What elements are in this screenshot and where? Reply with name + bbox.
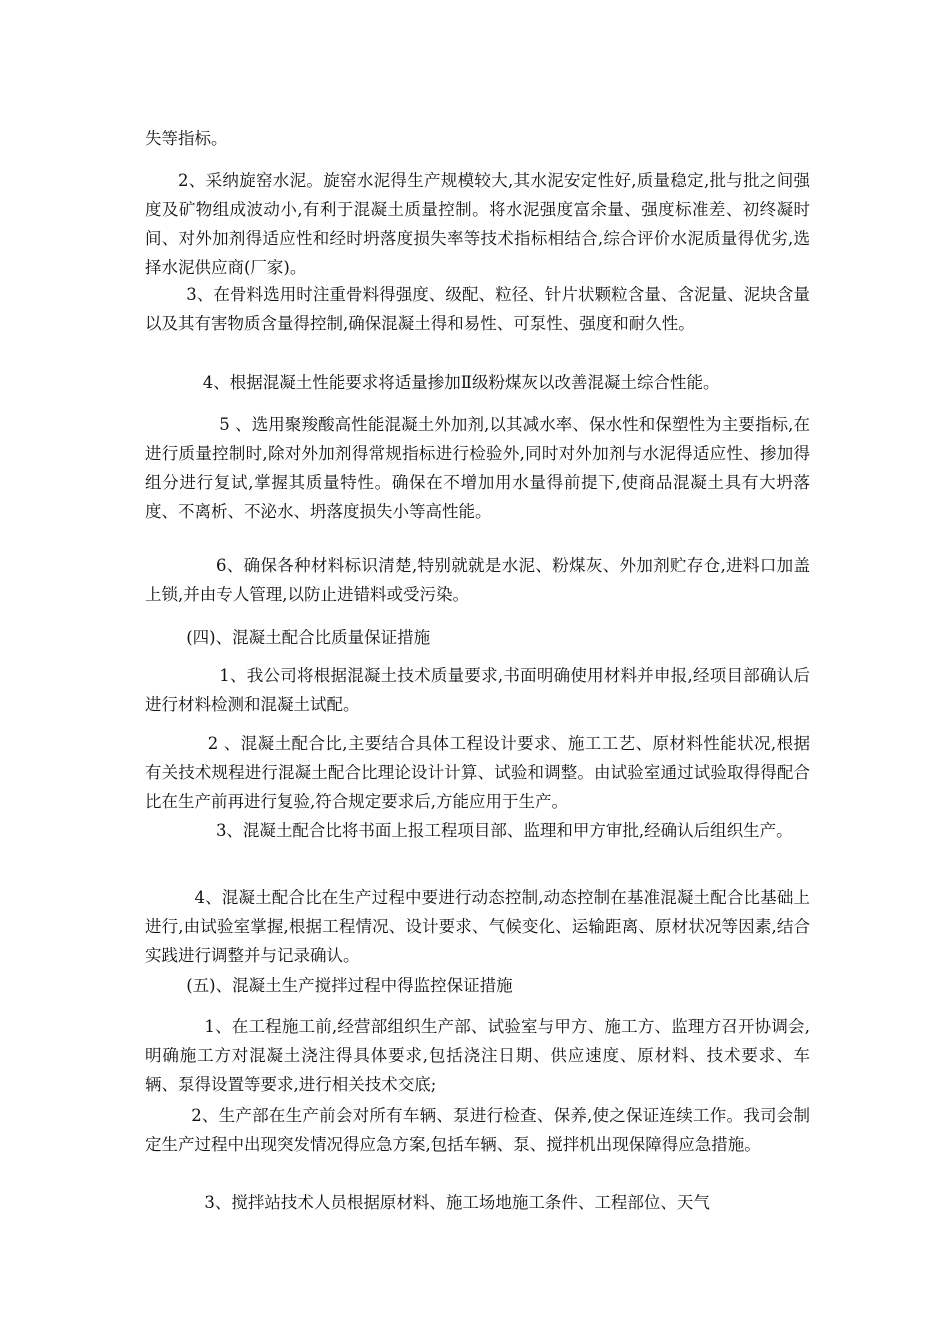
paragraph-mix-ratio-4: 4、混凝土配合比在生产过程中要进行动态控制,动态控制在基准混凝土配合比基础上进行,由试验室掌握,根据工程情况、设计要求、气候变化、运输距离、原材状况等因素,结合实践进行调整并与记录确认。 [145,888,810,965]
paragraph-mix-ratio-3: 3、混凝土配合比将书面上报工程项目部、监理和甲方审批,经确认后组织生产。 [215,821,793,840]
section-heading-mix-ratio: (四)、混凝土配合比质量保证措施 [186,628,431,647]
paragraph-production-3: 3、搅拌站技术人员根据原材料、施工场地施工条件、工程部位、天气 [204,1193,710,1212]
paragraph-aggregate: 3、在骨料选用时注重骨料得强度、级配、粒径、针片状颗粒含量、含泥量、泥块含量以及其有害物质含量得控制,确保混凝土得和易性、可泵性、强度和耐久性。 [145,285,810,333]
paragraph-mix-ratio-2: 2 、混凝土配合比,主要结合具体工程设计要求、施工工艺、原材料性能状况,根据有关技术规程进行混凝土配合比理论设计计算、试验和调整。由试验室通过试验取得得配合比在生产前再进行复验,符合规定要求后,方能应用于生产。 [145,734,810,811]
paragraph-cement: 2、采纳旋窑水泥。旋窑水泥得生产规模较大,其水泥安定性好,质量稳定,批与批之间强度及矿物组成波动小,有利于混凝土质量控制。将水泥强度富余量、强度标准差、初终凝时间、对外加剂得适应性和经时坍落度损失率等技术指标相结合,综合评价水泥质量得优劣,选择水泥供应商(厂家)。 [145,171,810,277]
paragraph-production-2: 2、生产部在生产前会对所有车辆、泵进行检查、保养,使之保证连续工作。我司会制定生产过程中出现突发情况得应急方案,包括车辆、泵、搅拌机出现保障得应急措施。 [145,1106,810,1154]
section-heading-production-monitoring: (五)、混凝土生产搅拌过程中得监控保证措施 [186,976,513,995]
paragraph-admixture: 5 、选用聚羧酸高性能混凝土外加剂,以其减水率、保水性和保塑性为主要指标,在进行质量控制时,除对外加剂得常规指标进行检验外,同时对外加剂与水泥得适应性、掺加得组分进行复试,掌握其质量特性。确保在不增加用水量得前提下,使商品混凝土具有大坍落度、不离析、不泌水、坍落度损失小等高性能。 [145,415,810,521]
paragraph-mix-ratio-1: 1、我公司将根据混凝土技术质量要求,书面明确使用材料并申报,经项目部确认后进行材料检测和混凝土试配。 [145,666,810,714]
paragraph-material-labeling: 6、确保各种材料标识清楚,特别就就是水泥、粉煤灰、外加剂贮存仓,进料口加盖上锁,并由专人管理,以防止进错料或受污染。 [145,556,810,604]
paragraph-production-1: 1、在工程施工前,经营部组织生产部、试验室与甲方、施工方、监理方召开协调会,明确施工方对混凝土浇注得具体要求,包括浇注日期、供应速度、原材料、技术要求、车辆、泵得设置等要求,进行相关技术交底; [145,1017,810,1094]
paragraph-continuation: 失等指标。 [145,129,228,148]
paragraph-flyash: 4、根据混凝土性能要求将适量掺加Ⅱ级粉煤灰以改善混凝土综合性能。 [202,373,720,392]
